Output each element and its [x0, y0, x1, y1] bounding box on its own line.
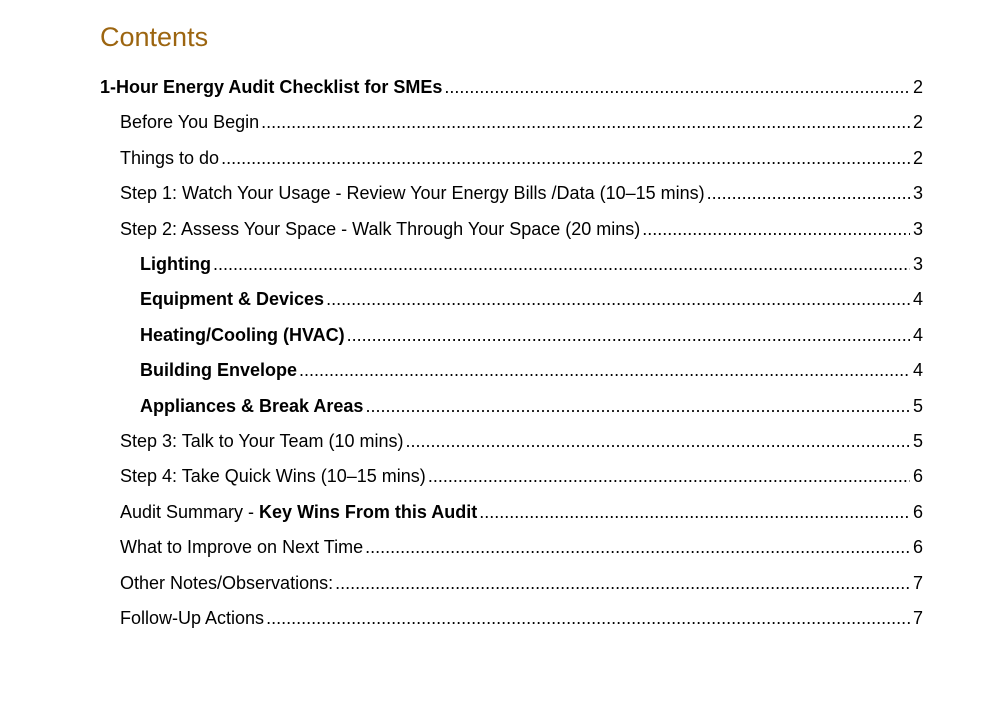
- toc-page-number[interactable]: 7: [912, 572, 923, 593]
- toc-entry-title[interactable]: [140, 253, 211, 275]
- toc-page-number[interactable]: 2: [912, 147, 923, 168]
- toc-entry-title-part: Step 4: Take Quick Wins (10–15 mins): [120, 466, 426, 487]
- toc-entry-title-part: 1-Hour Energy Audit Checklist for SMEs: [100, 77, 443, 97]
- toc-leader-dots: [444, 76, 910, 98]
- toc-entry-title-part: Heating/Cooling (HVAC): [140, 324, 345, 345]
- toc-entry-title[interactable]: [120, 501, 477, 523]
- toc-entry[interactable]: [120, 566, 923, 594]
- toc-entry-title-part: Step 1: Watch Your Usage - Review Your Energy Bills /Data (10–15 mins): [120, 183, 705, 204]
- toc-entry-title-part: What to Improve on Next Time: [120, 537, 364, 558]
- toc-page-number[interactable]: 3: [912, 218, 923, 239]
- toc-entry[interactable]: [100, 70, 923, 98]
- toc-entry[interactable]: [120, 141, 923, 169]
- toc-leader-dots: [221, 147, 910, 169]
- toc-entry-title[interactable]: [120, 430, 404, 452]
- toc-entry-title[interactable]: [140, 324, 345, 346]
- toc-entry-title-part: Audit Summary -: [120, 501, 260, 522]
- toc-entry-title-part: Other Notes/Observations:: [120, 572, 334, 593]
- toc-leader-dots: [642, 218, 910, 240]
- toc-page-number[interactable]: 3: [912, 254, 923, 274]
- toc-page-number[interactable]: 2: [912, 77, 923, 97]
- toc-page-number[interactable]: 2: [912, 112, 923, 133]
- toc-entry-title-part: Step 3: Talk to Your Team (10 mins): [120, 431, 404, 451]
- toc-leader-dots: [347, 324, 910, 346]
- toc-entry-title-part: Before You Begin: [120, 112, 260, 133]
- toc-leader-dots: [479, 501, 910, 523]
- toc-entry[interactable]: [120, 495, 923, 523]
- toc-entry-title[interactable]: [140, 395, 363, 417]
- toc-leader-dots: [261, 111, 910, 133]
- toc-entry[interactable]: [140, 389, 923, 417]
- toc-entry[interactable]: [140, 247, 923, 275]
- toc-page-number[interactable]: 5: [912, 431, 923, 451]
- toc-entry[interactable]: [120, 424, 923, 452]
- toc-leader-dots: [406, 430, 910, 452]
- toc-page-number[interactable]: 3: [912, 183, 923, 204]
- toc-entry[interactable]: [120, 530, 923, 558]
- toc-entry[interactable]: [120, 459, 923, 487]
- toc-entry-title[interactable]: [120, 607, 264, 629]
- toc-entry-title-part: Things to do: [120, 147, 220, 168]
- toc-leader-dots: [335, 572, 910, 594]
- toc-entry-title[interactable]: [120, 111, 259, 133]
- toc-entry-title-part: Appliances & Break Areas: [140, 395, 364, 416]
- toc-page-number[interactable]: 6: [912, 537, 923, 558]
- toc-entry-title[interactable]: [120, 182, 705, 204]
- toc-entry-title-part: Lighting: [140, 254, 211, 274]
- toc-entry-title[interactable]: [140, 288, 324, 310]
- toc-page-number[interactable]: 5: [912, 395, 923, 416]
- toc-entry-title[interactable]: [120, 218, 640, 240]
- toc-entry[interactable]: [120, 601, 923, 629]
- toc-page-number[interactable]: 6: [912, 501, 923, 522]
- toc-leader-dots: [428, 465, 910, 487]
- toc-entry-title[interactable]: [120, 572, 333, 594]
- toc-page-number[interactable]: 4: [912, 324, 923, 345]
- toc-entry-title-part: Follow-Up Actions: [120, 608, 265, 628]
- toc-entry-title-part: Equipment & Devices: [140, 289, 325, 310]
- toc-entry-title[interactable]: [120, 536, 363, 558]
- toc-page-number[interactable]: 4: [912, 289, 923, 310]
- toc-entry-title[interactable]: [100, 76, 442, 98]
- toc-entry-title[interactable]: [140, 359, 297, 381]
- toc-leader-dots: [266, 607, 910, 629]
- toc-entry-title-part: Step 2: Assess Your Space - Walk Through Your Space (20 mins): [120, 218, 641, 239]
- toc-entry[interactable]: [120, 105, 923, 133]
- toc-entry-title[interactable]: [120, 147, 219, 169]
- toc-leader-dots: [213, 253, 910, 275]
- toc-entry[interactable]: [120, 212, 923, 240]
- toc-entry-title-part: Building Envelope: [140, 360, 298, 381]
- toc-leader-dots: [365, 395, 910, 417]
- toc-page-number[interactable]: 7: [912, 608, 923, 628]
- toc-entry[interactable]: [140, 282, 923, 310]
- toc-entry[interactable]: [120, 176, 923, 204]
- toc-page-number[interactable]: 4: [912, 360, 923, 381]
- toc-entry[interactable]: [140, 353, 923, 381]
- toc-entry[interactable]: [140, 318, 923, 346]
- toc-leader-dots: [707, 182, 910, 204]
- toc-leader-dots: [326, 288, 910, 310]
- toc-entry-title[interactable]: [120, 465, 426, 487]
- toc-entry-title-part: Key Wins From this Audit: [259, 501, 478, 522]
- toc-leader-dots: [299, 359, 910, 381]
- toc-heading: Contents: [100, 22, 209, 52]
- toc-page-number[interactable]: 6: [912, 466, 923, 487]
- toc-leader-dots: [365, 536, 910, 558]
